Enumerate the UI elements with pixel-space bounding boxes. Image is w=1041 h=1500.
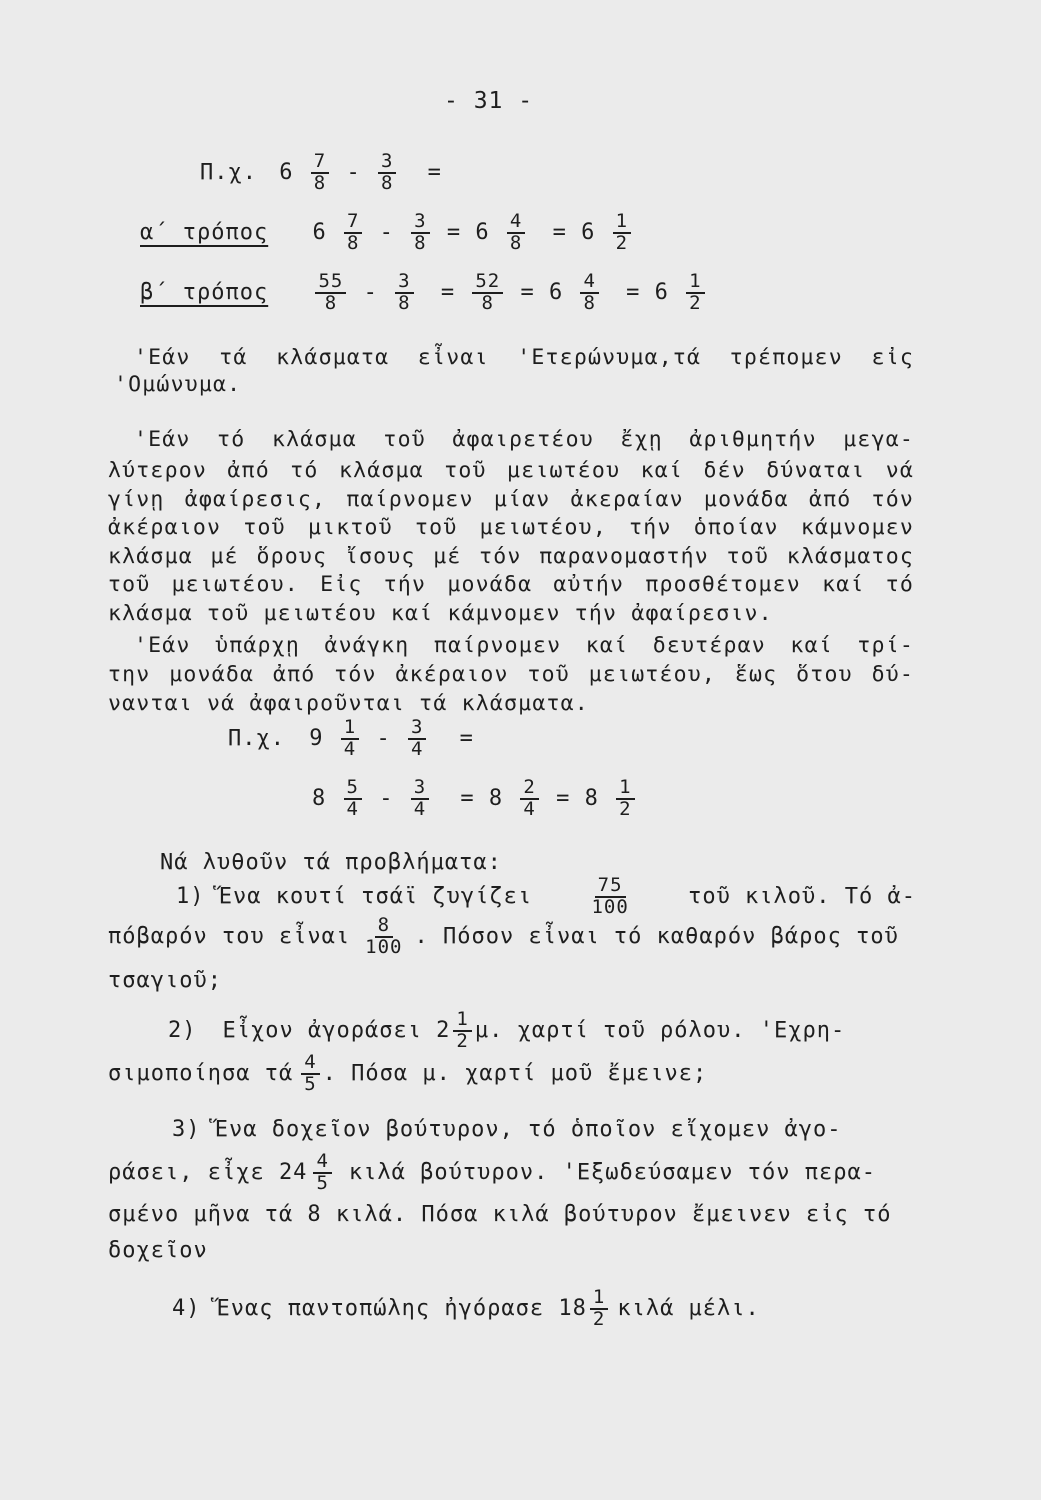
- para3-line: νανται νά ἀφαιροῦνται τά κλάσματα.: [108, 691, 589, 716]
- example-2-solution: 8 $\frac{5}{4}$ - $\frac{3}{4}$ = 8 $\frac{2}{4}$ = 8 $\frac{1}{2}$: [312, 778, 638, 820]
- method-b: β΄ τρόπος $\frac{55}{8}$ - $\frac{3}{8}$ = $\frac{52}{8}$ = 6 $\frac{4}{8}$ = 6 $\frac{1}{2}$: [140, 272, 708, 314]
- para2-line: τοῦ μειωτέου. Εἰς τήν μονάδα αὐτήν προσθέτομεν καί τό: [108, 572, 914, 597]
- method-a: α΄ τρόπος 6 $\frac{7}{8}$ - $\frac{3}{8}$ = 6 $\frac{4}{8}$ = 6 $\frac{1}{2}$: [140, 212, 634, 254]
- para2-line: κλάσμα μέ ὅρους ἴσους μέ τόν παρανομαστήν τοῦ κλάσματος: [108, 544, 914, 569]
- example-1: Π.χ. 6 $\frac{7}{8}$ - $\frac{3}{8}$ =: [200, 150, 442, 194]
- problems-heading: Νά λυθοῦν τά προβλήματα:: [160, 850, 502, 875]
- method-a-label: α΄ τρόπος: [140, 219, 269, 245]
- problem-1-line-1: 1) Ἕνα κουτί τσάϊ ζυγίζει $\frac{75}{100}$ τοῦ κιλοῦ. Τό ἀ-: [176, 874, 916, 918]
- method-b-label: β΄ τρόπος: [140, 279, 269, 305]
- fraction: $\frac{3}{8}$: [378, 152, 396, 194]
- problem-1-line-2: πόβαρόν του εἶναι $\frac{8}{100}$ . Πόσον εἶναι τό καθαρόν βάρος τοῦ: [108, 914, 899, 958]
- problem-1-line-3: τσαγιοῦ;: [108, 968, 222, 993]
- problem-2-line-2: σιμοποίησα τά $\frac{4}{5}$ . Πόσα μ. χαρτί μοῦ ἔμεινε;: [108, 1051, 708, 1095]
- para2-line: γίνῃ ἀφαίρεσις, παίρνομεν μίαν ἀκεραίαν μονάδα ἀπό τόν: [108, 487, 914, 512]
- example-label: Π.χ.: [228, 725, 285, 751]
- para1-line: 'Εάν τά κλάσματα εἶναι 'Ετερώνυμα,τά τρέπομεν εἰς: [134, 345, 914, 370]
- para1-line: 'Ομώνυμα.: [114, 372, 242, 397]
- problem-3-line-4: δοχεῖον: [108, 1238, 208, 1263]
- problem-3-line-2: ράσει, εἶχε 24 $\frac{4}{5}$ κιλά βούτυρον. 'Εξωδεύσαμεν τόν περα-: [108, 1150, 876, 1194]
- example-2: Π.χ. 9 $\frac{1}{4}$ - $\frac{3}{4}$ =: [228, 716, 474, 760]
- problem-3-line-1: 3) Ἕνα δοχεῖον βούτυρον, τό ὁποῖον εἴχομεν ἀγο-: [172, 1117, 842, 1142]
- example-label: Π.χ.: [200, 159, 257, 185]
- page-number: - 31 -: [444, 88, 534, 114]
- para2-line: 'Εάν τό κλάσμα τοῦ ἀφαιρετέου ἔχῃ ἀριθμητήν μεγα-: [134, 427, 914, 452]
- problem-3-line-3: σμένο μῆνα τά 8 κιλά. Πόσα κιλά βούτυρον ἔμεινεν εἰς τό: [108, 1202, 892, 1227]
- fraction: $\frac{7}{8}$: [311, 152, 329, 194]
- para3-line: την μονάδα ἀπό τόν ἀκέραιον τοῦ μειωτέου, ἕως ὅτου δύ-: [108, 662, 914, 687]
- problem-4-line-1: 4) Ἕνας παντοπώλης ἠγόρασε 18 $\frac{1}{2}$ κιλά μέλι.: [172, 1286, 760, 1330]
- para3-line: 'Εάν ὑπάρχῃ ἀνάγκη παίρνομεν καί δευτέραν καί τρί-: [134, 633, 914, 658]
- para2-line: κλάσμα τοῦ μειωτέου καί κάμνομεν τήν ἀφαίρεσιν.: [108, 601, 773, 626]
- para2-line: λύτερον ἀπό τό κλάσμα τοῦ μειωτέου καί δέν δύναται νά: [108, 458, 914, 483]
- para2-line: ἀκέραιον τοῦ μικτοῦ τοῦ μειωτέου, τήν ὁποίαν κάμνομεν: [108, 515, 914, 540]
- problem-2-line-1: 2) Εἶχον ἀγοράσει 2 $\frac{1}{2}$ μ. χαρτί τοῦ ρόλου. 'Εχρη-: [168, 1008, 846, 1052]
